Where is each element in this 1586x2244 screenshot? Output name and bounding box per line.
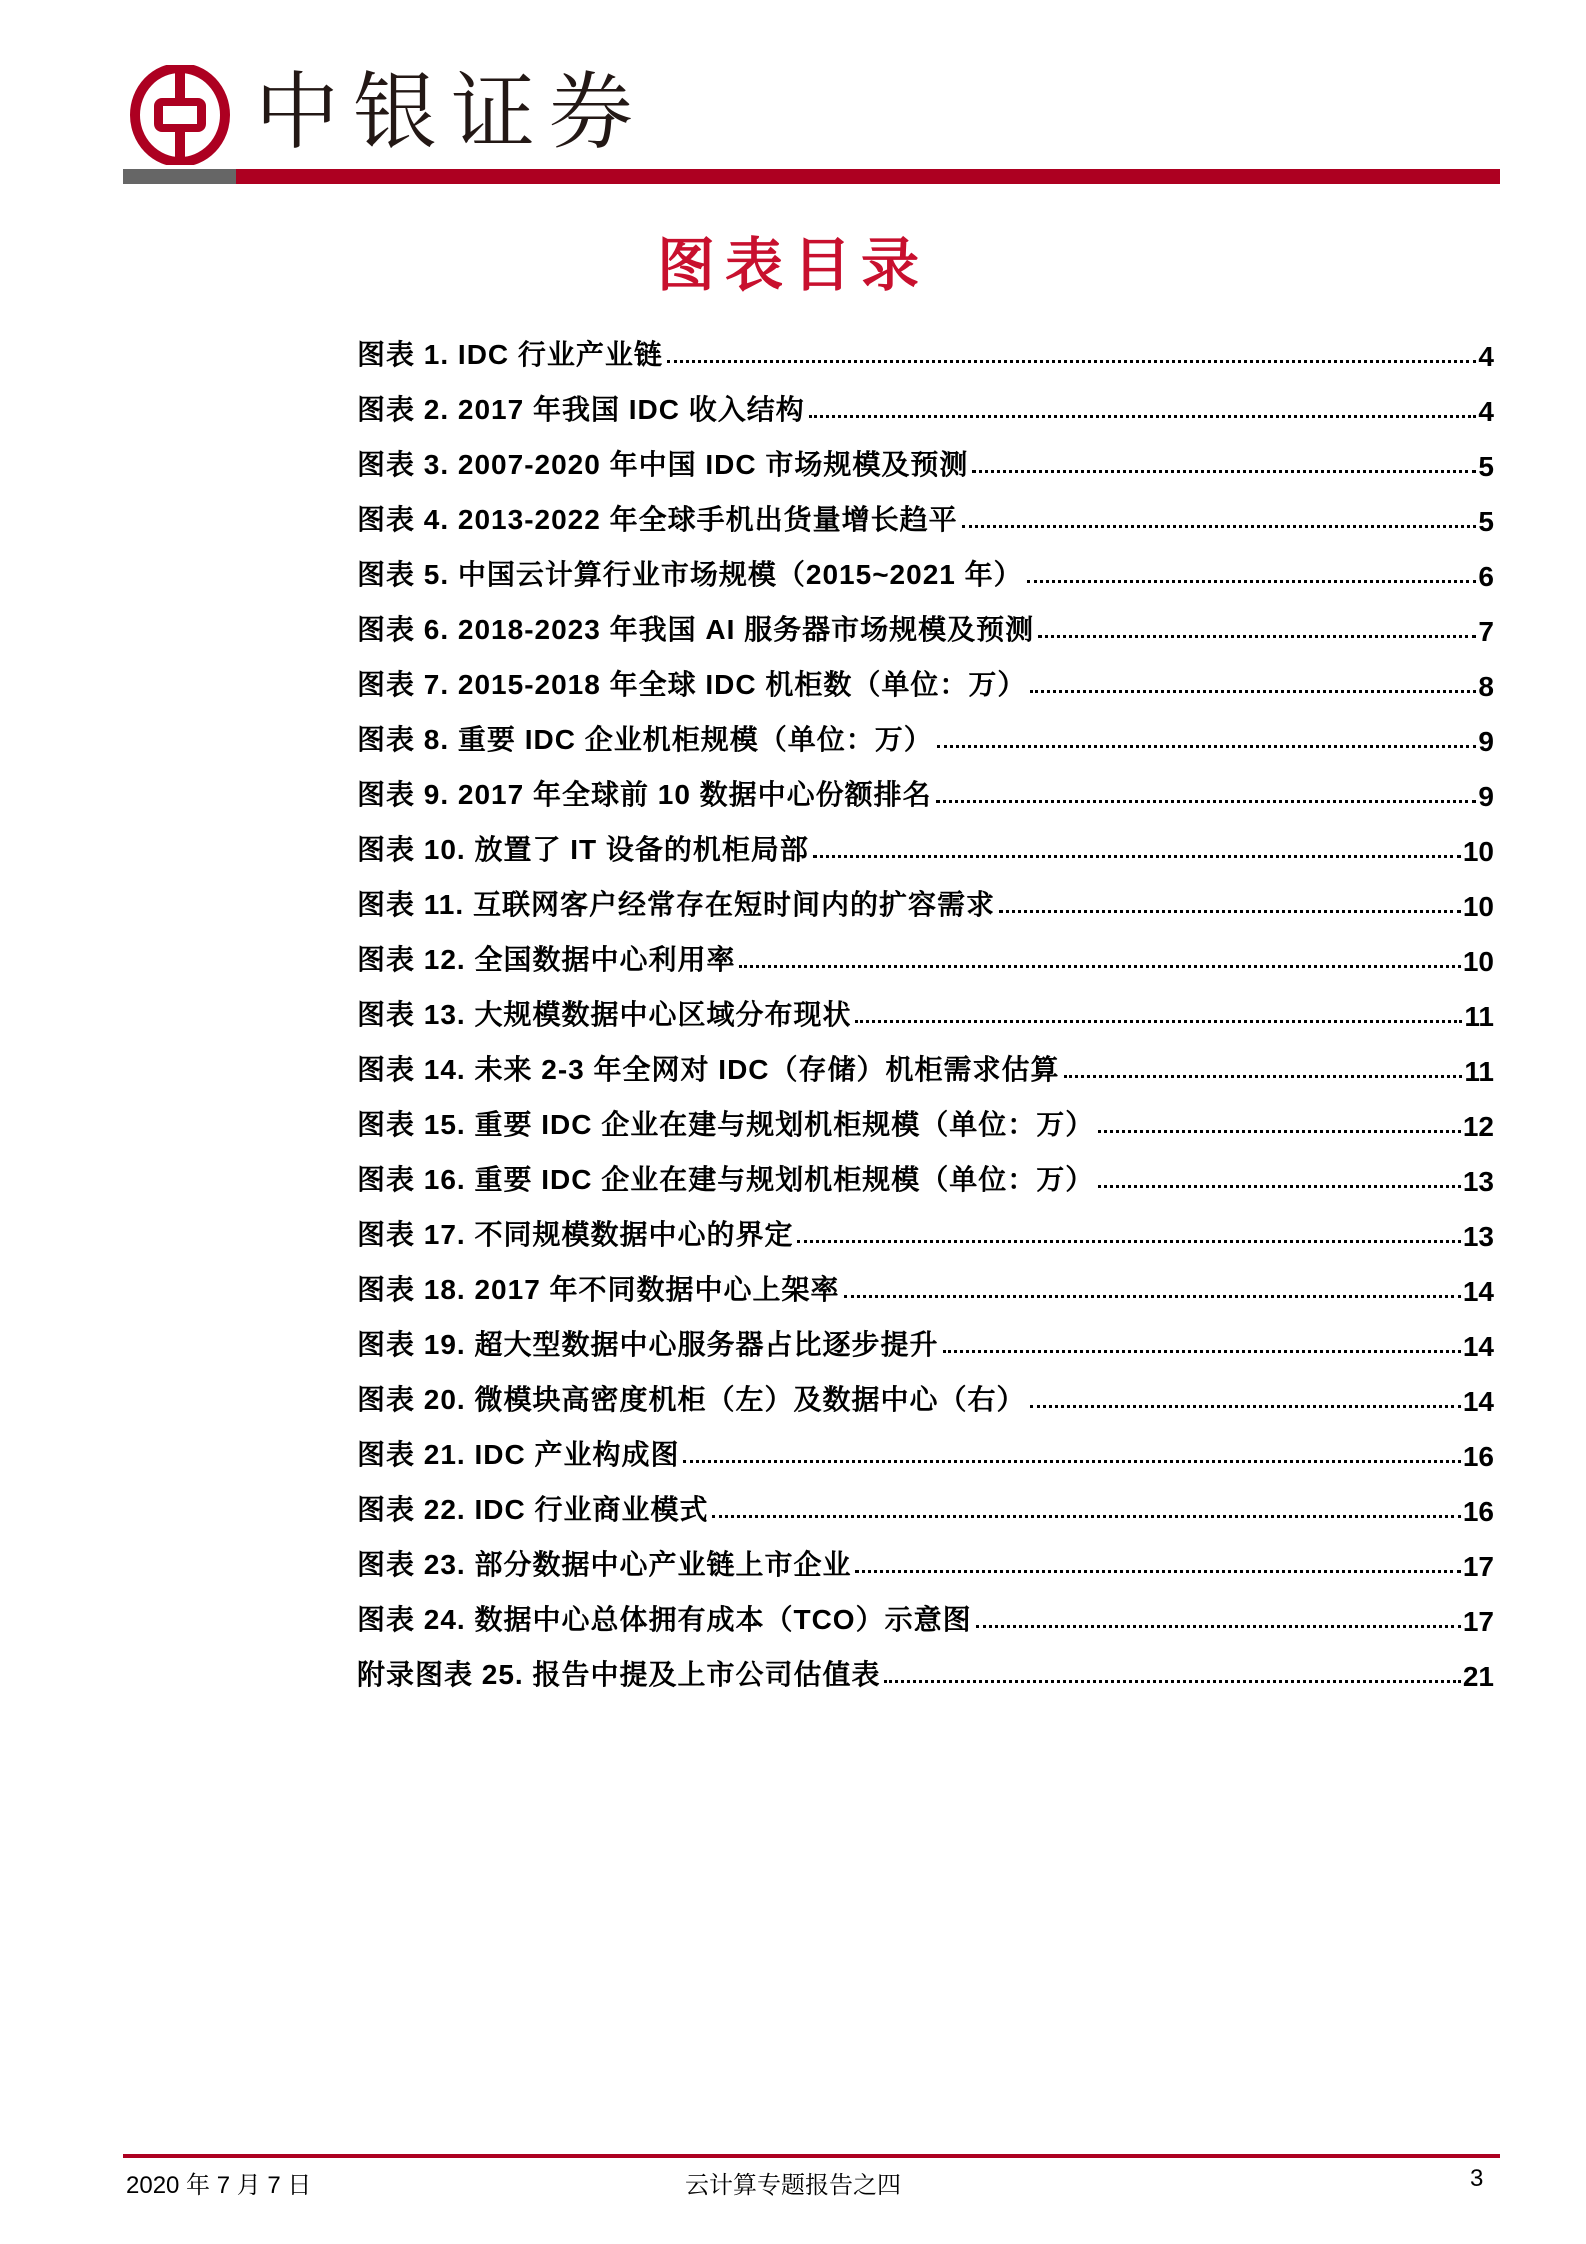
- dot-leader: [1098, 1130, 1461, 1133]
- page-title: 图表目录: [656, 231, 929, 299]
- toc-entry[interactable]: [357, 538, 1494, 593]
- dot-leader: [813, 855, 1461, 858]
- header-divider-gray: [123, 169, 236, 184]
- toc-entry-page: 14: [1462, 1386, 1494, 1417]
- dot-leader: [976, 1625, 1461, 1628]
- dot-leader: [1027, 580, 1477, 583]
- dot-leader: [1030, 690, 1476, 693]
- toc-entry[interactable]: [357, 1033, 1494, 1088]
- dot-leader: [962, 525, 1477, 528]
- toc-entry-page: 16: [1462, 1496, 1494, 1527]
- dot-leader: [972, 470, 1476, 473]
- toc-entry-page: 14: [1462, 1331, 1494, 1362]
- toc-entry-page: 12: [1462, 1111, 1494, 1142]
- toc-entry[interactable]: [357, 1583, 1494, 1638]
- toc-entry-label: 图表 12. 全国数据中心利用率: [357, 944, 736, 975]
- toc-entry-label: 图表 10. 放置了 IT 设备的机柜局部: [357, 834, 809, 865]
- toc-entry[interactable]: [357, 978, 1494, 1033]
- toc-entry-label: 图表 1. IDC 行业产业链: [357, 339, 663, 370]
- toc-entry-label: 图表 15. 重要 IDC 企业在建与规划机柜规模（单位：万）: [357, 1109, 1095, 1140]
- toc-entry[interactable]: [357, 318, 1494, 373]
- toc-entry-page: 5: [1478, 451, 1494, 482]
- toc-entry[interactable]: [357, 1253, 1494, 1308]
- toc-entry-label: 图表 16. 重要 IDC 企业在建与规划机柜规模（单位：万）: [357, 1164, 1095, 1195]
- toc-entry-label: 图表 14. 未来 2-3 年全网对 IDC（存储）机柜需求估算: [357, 1054, 1060, 1085]
- header-divider-red: [236, 169, 1500, 184]
- toc-entry-label: 图表 5. 中国云计算行业市场规模（2015~2021 年）: [357, 559, 1023, 590]
- toc-entry-label: 图表 24. 数据中心总体拥有成本（TCO）示意图: [357, 1604, 972, 1635]
- toc-entry-page: 13: [1462, 1221, 1494, 1252]
- toc-entry[interactable]: [357, 373, 1494, 428]
- bank-of-china-logo-icon: [130, 65, 230, 165]
- dot-leader: [1038, 635, 1476, 638]
- toc-entry-page: 13: [1462, 1166, 1494, 1197]
- toc-entry-label: 图表 8. 重要 IDC 企业机柜规模（单位：万）: [357, 724, 933, 755]
- page-number: 3: [1470, 2165, 1484, 2192]
- toc-entry-label: 图表 13. 大规模数据中心区域分布现状: [357, 999, 852, 1030]
- toc-entry-page: 11: [1464, 1001, 1494, 1032]
- footer-divider: [123, 2154, 1500, 2158]
- footer-report-name: 云计算专题报告之四: [685, 2171, 901, 2199]
- toc-entry-label: 图表 2. 2017 年我国 IDC 收入结构: [357, 394, 805, 425]
- toc-entry-label: 图表 21. IDC 产业构成图: [357, 1439, 680, 1470]
- toc-entry-page: 11: [1464, 1056, 1494, 1087]
- toc-entry[interactable]: [357, 1198, 1494, 1253]
- toc-entry-label: 图表 3. 2007-2020 年中国 IDC 市场规模及预测: [357, 449, 969, 480]
- toc-entry-label: 图表 23. 部分数据中心产业链上市企业: [357, 1549, 852, 1580]
- toc-entry[interactable]: [357, 923, 1494, 978]
- toc-entry-page: 5: [1478, 506, 1494, 537]
- toc-entry-page: 10: [1462, 946, 1494, 977]
- toc-entry-label: 附录图表 25. 报告中提及上市公司估值表: [357, 1659, 881, 1690]
- dot-leader: [844, 1295, 1461, 1298]
- toc-entry[interactable]: [357, 868, 1494, 923]
- dot-leader: [739, 965, 1460, 968]
- toc-entry[interactable]: [357, 1418, 1494, 1473]
- dot-leader: [797, 1240, 1460, 1243]
- dot-leader: [936, 800, 1477, 803]
- toc-entry[interactable]: [357, 1473, 1494, 1528]
- toc-entry-page: 7: [1478, 616, 1494, 647]
- toc-entry[interactable]: [357, 1088, 1494, 1143]
- dot-leader: [1064, 1075, 1463, 1078]
- toc-entry-page: 6: [1478, 561, 1494, 592]
- toc-entry-page: 9: [1478, 781, 1494, 812]
- toc-entry-page: 21: [1462, 1661, 1494, 1692]
- toc-entry-label: 图表 4. 2013-2022 年全球手机出货量增长趋平: [357, 504, 958, 535]
- toc-entry[interactable]: [357, 703, 1494, 758]
- dot-leader: [712, 1515, 1460, 1518]
- toc-entry-page: 8: [1478, 671, 1494, 702]
- dot-leader: [667, 360, 1477, 363]
- toc-entry-label: 图表 7. 2015-2018 年全球 IDC 机柜数（单位：万）: [357, 669, 1027, 700]
- toc-entry-label: 图表 11. 互联网客户经常存在短时间内的扩容需求: [357, 889, 995, 920]
- toc-entry[interactable]: [357, 1363, 1494, 1418]
- dot-leader: [1030, 1405, 1461, 1408]
- toc-entry[interactable]: [357, 648, 1494, 703]
- table-of-figures: [357, 318, 1494, 1693]
- toc-entry-page: 14: [1462, 1276, 1494, 1307]
- toc-entry-label: 图表 9. 2017 年全球前 10 数据中心份额排名: [357, 779, 932, 810]
- toc-entry-page: 17: [1462, 1606, 1494, 1637]
- dot-leader: [999, 910, 1461, 913]
- toc-entry-page: 4: [1478, 396, 1494, 427]
- dot-leader: [937, 745, 1477, 748]
- toc-entry[interactable]: [357, 1528, 1494, 1583]
- toc-entry-page: 4: [1478, 341, 1494, 372]
- brand-name: 中银证券: [255, 63, 648, 161]
- dot-leader: [1098, 1185, 1461, 1188]
- toc-entry[interactable]: [357, 428, 1494, 483]
- toc-entry-page: 9: [1478, 726, 1494, 757]
- dot-leader: [943, 1350, 1461, 1353]
- toc-entry[interactable]: [357, 1143, 1494, 1198]
- dot-leader: [683, 1460, 1460, 1463]
- dot-leader: [884, 1680, 1460, 1683]
- toc-entry[interactable]: [357, 593, 1494, 648]
- toc-entry-label: 图表 6. 2018-2023 年我国 AI 服务器市场规模及预测: [357, 614, 1035, 645]
- toc-entry-page: 10: [1462, 891, 1494, 922]
- toc-entry[interactable]: [357, 758, 1494, 813]
- toc-entry-label: 图表 22. IDC 行业商业模式: [357, 1494, 709, 1525]
- toc-entry-label: 图表 18. 2017 年不同数据中心上架率: [357, 1274, 840, 1305]
- toc-entry-label: 图表 20. 微模块高密度机柜（左）及数据中心（右）: [357, 1384, 1026, 1415]
- footer-date: 2020 年 7 月 7 日: [126, 2172, 312, 2199]
- dot-leader: [855, 1020, 1462, 1023]
- toc-entry[interactable]: [357, 813, 1494, 868]
- toc-entry[interactable]: [357, 483, 1494, 538]
- toc-entry-page: 10: [1462, 836, 1494, 867]
- toc-entry[interactable]: [357, 1638, 1494, 1693]
- toc-entry-page: 17: [1462, 1551, 1494, 1582]
- dot-leader: [855, 1570, 1460, 1573]
- toc-entry[interactable]: [357, 1308, 1494, 1363]
- dot-leader: [809, 415, 1477, 418]
- toc-entry-page: 16: [1462, 1441, 1494, 1472]
- toc-entry-label: 图表 19. 超大型数据中心服务器占比逐步提升: [357, 1329, 939, 1360]
- toc-entry-label: 图表 17. 不同规模数据中心的界定: [357, 1219, 794, 1250]
